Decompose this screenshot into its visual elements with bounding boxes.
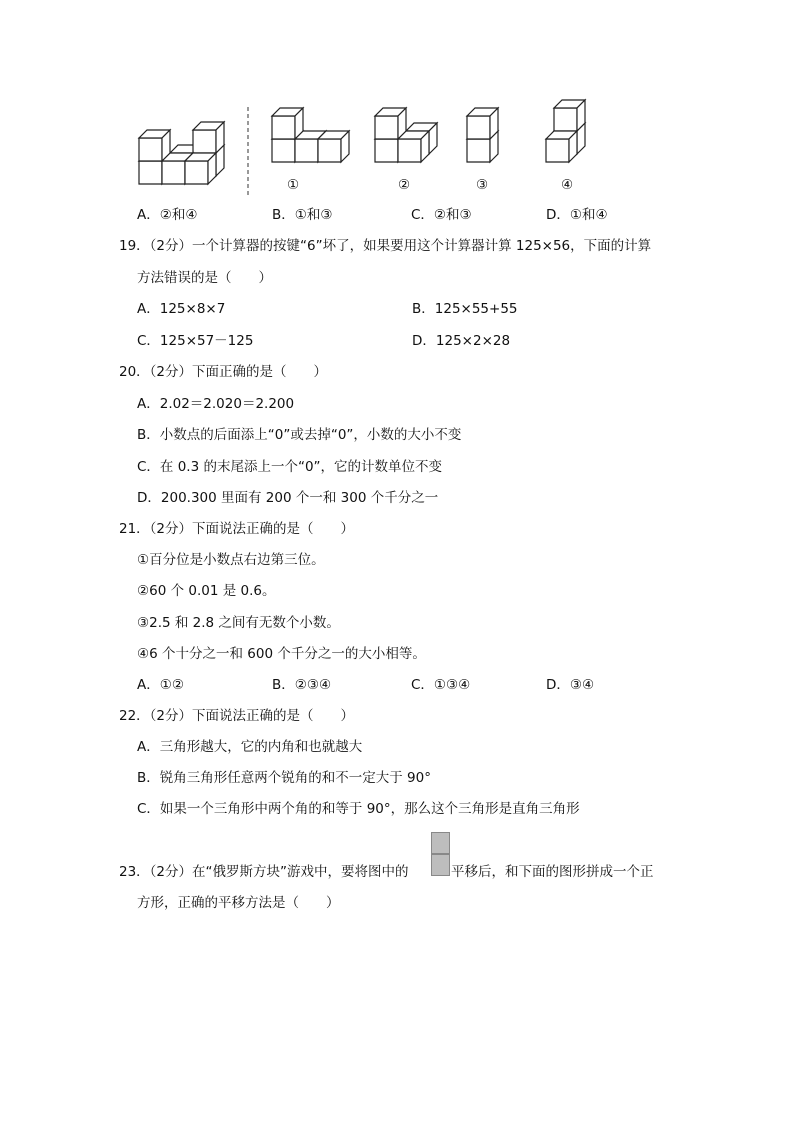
figure-label-2: ② [398,177,411,193]
q22-option-c: C．如果一个三角形中两个角的和等于 90°，那么这个三角形是直角三角形 [137,801,580,817]
q20-option-a: A．2.02＝2.020＝2.200 [137,396,295,412]
q19-option-b: B．125×55+55 [412,301,518,317]
cube-front-face [162,161,185,184]
q21-option-d: D．③④ [546,677,595,693]
q20-option-d: D．200.300 里面有 200 个一和 300 个千分之一 [137,490,439,506]
cube-front-face [375,139,398,162]
q19-option-d: D．125×2×28 [412,333,511,349]
cube-front-face [193,130,216,153]
q19-stem-cont: 方法错误的是（ ） [137,270,272,286]
cube-front-face [546,139,569,162]
q21-statement-1: ①百分位是小数点右边第三位。 [137,552,325,568]
q23-stem-b: 平移后，和下面的图形拼成一个正 [451,864,654,880]
q22-stem: 22．（2分）下面说法正确的是（ ） [119,708,355,724]
q21-option-a: A．①② [137,677,184,693]
cube-front-face [318,139,341,162]
q21-stem: 21．（2分）下面说法正确的是（ ） [119,521,355,537]
q20-option-b: B．小数点的后面添上“0”或去掉“0”，小数的大小不变 [137,427,462,443]
q19-stem: 19．（2分）一个计算器的按键“6”坏了，如果要用这个计算器计算 125×56，下面的计算 [119,238,652,254]
cube-front-face [398,139,421,162]
q21-statement-4: ④6 个十分之一和 600 个千分之一的大小相等。 [137,646,426,662]
q18-option-a: A．②和④ [137,207,198,223]
q19-option-a: A．125×8×7 [137,301,226,317]
q21-statement-2: ②60 个 0.01 是 0.6。 [137,583,276,599]
q23-stem-a: 23．（2分）在“俄罗斯方块”游戏中，要将图中的 [119,864,409,880]
cube-front-face [139,138,162,161]
q20-option-c: C．在 0.3 的末尾添上一个“0”，它的计数单位不变 [137,459,443,475]
cube-front-face [272,139,295,162]
q19-option-c: C．125×57－125 [137,333,254,349]
cube-front-face [554,108,577,131]
q18-option-d: D．①和④ [546,207,608,223]
q18-option-c: C．②和③ [411,207,472,223]
q23-stem-cont: 方形，正确的平移方法是（ ） [137,895,340,911]
cube-front-face [467,116,490,139]
cube-figures [0,0,794,220]
q21-statement-3: ③2.5 和 2.8 之间有无数个小数。 [137,615,340,631]
cube-front-face [185,161,208,184]
cube-front-face [467,139,490,162]
cube-front-face [139,161,162,184]
figure-label-3: ③ [476,177,489,193]
q18-option-b: B．①和③ [272,207,333,223]
figure-label-4: ④ [561,177,574,193]
figure-label-1: ① [287,177,300,193]
cube-front-face [375,116,398,139]
q20-stem: 20．（2分）下面正确的是（ ） [119,364,328,380]
tetris-block-image [431,832,449,874]
q22-option-b: B．锐角三角形任意两个锐角的和不一定大于 90° [137,770,431,786]
q21-option-b: B．②③④ [272,677,332,693]
q21-option-c: C．①③④ [411,677,471,693]
cube-front-face [295,139,318,162]
q22-option-a: A．三角形越大，它的内角和也就越大 [137,739,363,755]
cube-front-face [272,116,295,139]
